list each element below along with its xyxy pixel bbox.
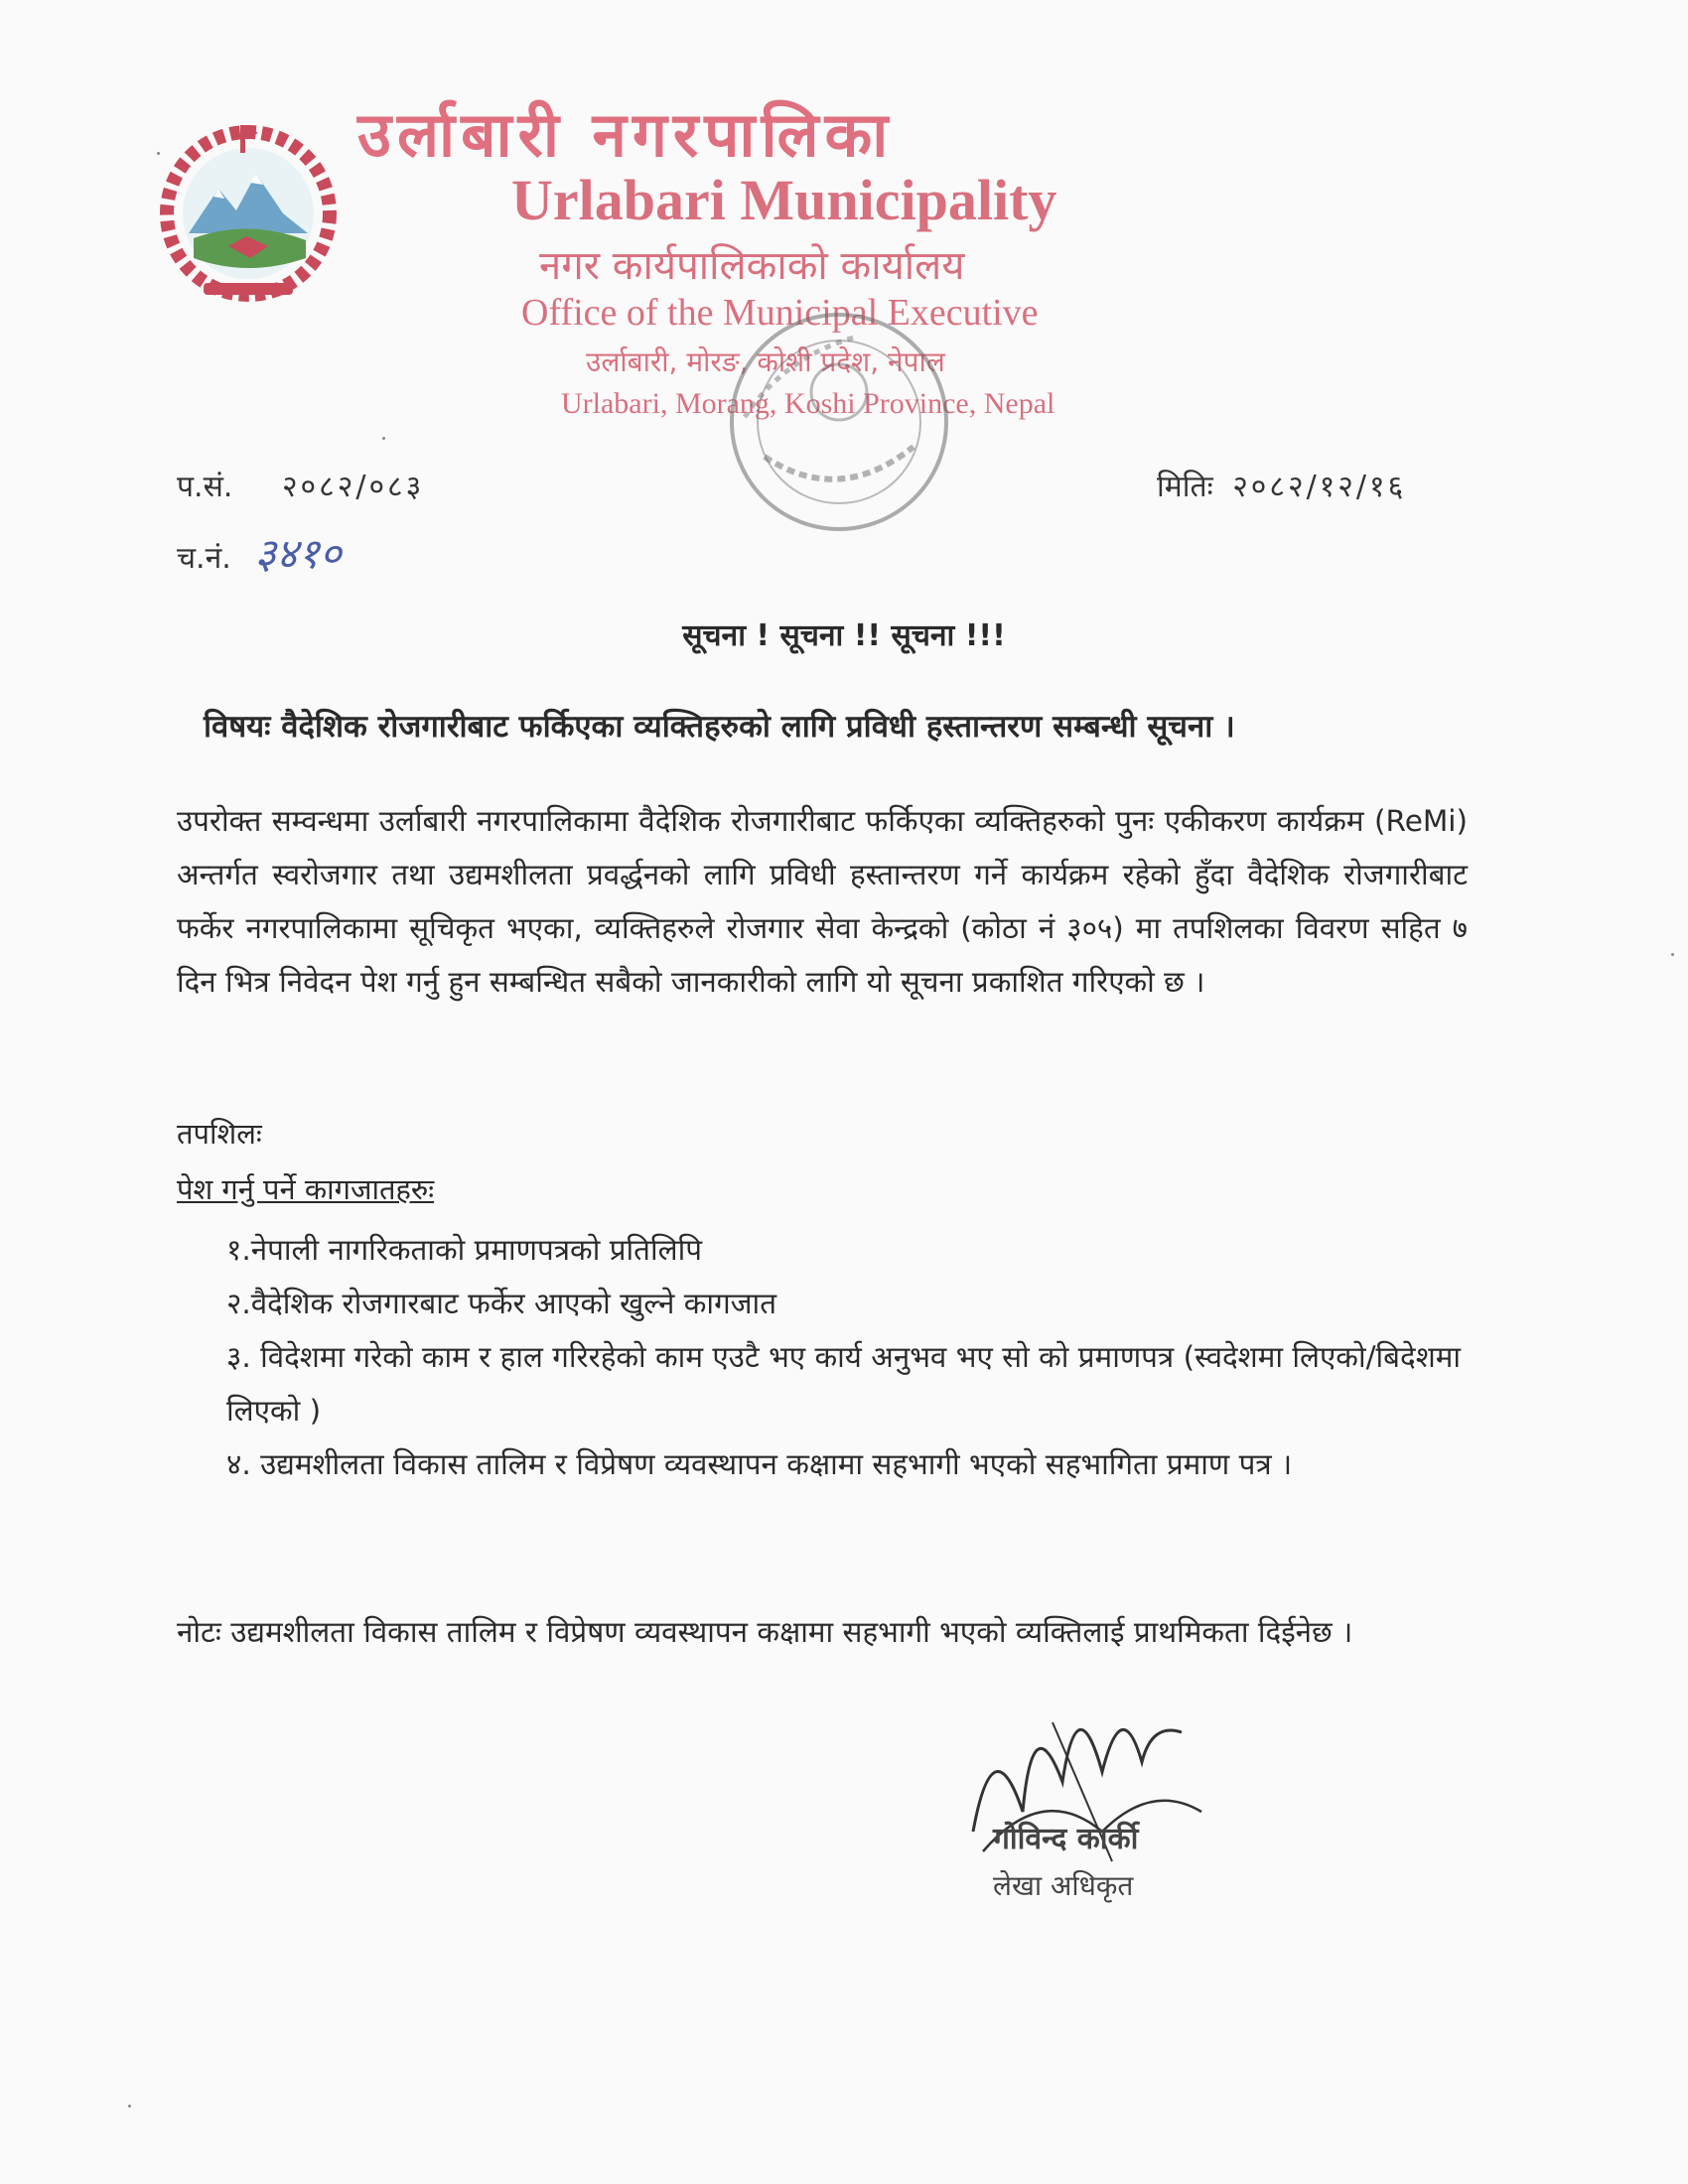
office-stamp-icon	[705, 298, 973, 546]
notice-note: नोटः उद्यमशीलता विकास तालिम र विप्रेषण व्यवस्थापन कक्षामा सहभागी भएको व्यक्तिलाई प्राथमिकता दिईनेछ ।	[177, 1615, 1353, 1649]
dispatch-value: ३४१०	[254, 529, 342, 578]
dispatch-number	[177, 524, 342, 581]
address-nepali: उर्लाबारी, मोरङ, कोशी प्रदेश, नेपाल	[586, 345, 945, 378]
office-name-english: Office of the Municipal Executive	[521, 292, 1039, 334]
reference-number	[177, 465, 424, 505]
address-english: Urlabari, Morang, Koshi Province, Nepal	[561, 387, 1055, 420]
list-item: ४. उद्यमशीलता विकास तालिम र विप्रेषण व्यवस्थापन कक्षामा सहभागी भएको सहभागिता प्रमाण पत्र ।	[226, 1447, 1293, 1481]
scan-speck	[157, 152, 160, 155]
nepal-emblem-icon	[159, 119, 338, 308]
signatory-title: लेखा अधिकृत	[993, 1869, 1134, 1902]
signatory-name: गोविन्द कार्की	[993, 1822, 1139, 1856]
required-documents-list	[226, 1223, 1468, 1491]
notice-date	[1157, 465, 1406, 505]
ref-value: २०८२/०८३	[281, 470, 425, 504]
date-label: मितिः	[1157, 470, 1213, 504]
notice-body: उपरोक्त सम्वन्धमा उर्लाबारी नगरपालिकामा वैदेशिक रोजगारीबाट फर्किएका व्यक्तिहरुको पुनः एकीकरण कार्यक्रम (ReMi) अन्तर्गत स्वरोजगार तथा उद्यमशीलता प्रवर्द्धनको लागि प्रविधी हस्तान्तरण गर्ने कार्यक्रम रहेको हुँदा वैदेशिक रोजगारीबाट फर्केर नगरपालिकामा सूचिकृत भएका, व्यक्तिहरुले रोजगार सेवा केन्द्रको (कोठा नं ३०५) मा तपशिलका विवरण सहित ७ दिन भित्र निवेदन पेश गर्नु हुन सम्बन्धित सबैको जानकारीको लागि यो सूचना प्रकाशित गरिएको छ ।	[177, 804, 1468, 999]
office-name-nepali: नगर कार्यपालिकाको कार्यालय	[539, 243, 965, 289]
date-value: २०८२/१२/१६	[1232, 470, 1407, 504]
details-label: तपशिलः	[177, 1117, 262, 1151]
scan-speck	[128, 2105, 131, 2108]
list-item: २.वैदेशिक रोजगारबाट फर्केर आएको खुल्ने कागजात	[226, 1287, 777, 1320]
list-item: ३. विदेशमा गरेको काम र हाल गरिरहेको काम एउटै भए कार्य अनुभव भए सो को प्रमाणपत्र (स्वदेशमा लिएको/बिदेशमा लिएको )	[226, 1340, 1462, 1428]
dispatch-label: च.नं.	[177, 541, 231, 576]
list-item: १.नेपाली नागरिकताको प्रमाणपत्रको प्रतिलिपि	[226, 1233, 703, 1267]
scan-speck	[382, 437, 385, 440]
ref-label: प.सं.	[177, 470, 233, 504]
municipality-name-english: Urlabari Municipality	[511, 168, 1057, 232]
notice-subject: विषयः वैदेशिक रोजगारीबाट फर्किएका व्यक्तिहरुको लागि प्रविधी हस्तान्तरण सम्बन्धी सूचना ।	[204, 709, 1235, 745]
scan-speck	[1671, 953, 1674, 956]
notice-heading: सूचना ! सूचना !! सूचना !!!	[682, 618, 1006, 653]
required-documents-heading: पेश गर्नु पर्ने कागजातहरुः	[177, 1172, 435, 1206]
municipality-name-nepali: उर्लाबारी नगरपालिका	[357, 98, 895, 171]
